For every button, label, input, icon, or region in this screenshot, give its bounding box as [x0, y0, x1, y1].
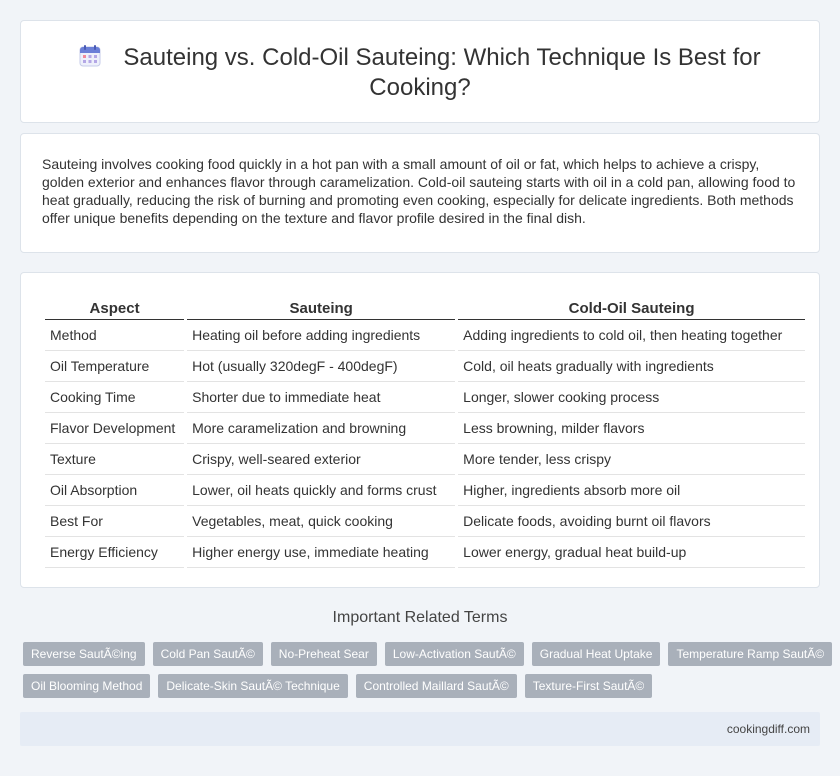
table-header-row: [45, 295, 805, 320]
row-aspect: Flavor Development: [45, 413, 184, 444]
intro-card: [20, 133, 820, 253]
row-sauteing: Crispy, well-seared exterior: [187, 444, 455, 475]
page-title-text: Sauteing vs. Cold-Oil Sauteing: Which Technique Is Best for Cooking?: [123, 44, 761, 101]
comparison-table: [42, 295, 808, 568]
tag-cold-pan-saute[interactable]: Cold Pan SautÃ©: [153, 642, 263, 666]
row-cold-oil: Lower energy, gradual heat build-up: [458, 537, 805, 568]
footer-site-link[interactable]: cookingdiff.com: [726, 722, 810, 736]
row-sauteing: Vegetables, meat, quick cooking: [187, 506, 455, 537]
row-aspect: Cooking Time: [45, 382, 184, 413]
tag-row-1: [23, 642, 823, 666]
tag-controlled-maillard-saute[interactable]: Controlled Maillard SautÃ©: [356, 674, 517, 698]
tag-gradual-heat-uptake[interactable]: Gradual Heat Uptake: [532, 642, 661, 666]
row-cold-oil: More tender, less crispy: [458, 444, 805, 475]
row-sauteing: Lower, oil heats quickly and forms crust: [187, 475, 455, 506]
row-cold-oil: Higher, ingredients absorb more oil: [458, 475, 805, 506]
table-row: [45, 382, 805, 413]
tag-low-activation-saute[interactable]: Low-Activation SautÃ©: [385, 642, 524, 666]
table-row: [45, 537, 805, 568]
calendar-icon: [79, 45, 101, 67]
row-cold-oil: Longer, slower cooking process: [458, 382, 805, 413]
tag-delicate-skin-saute-technique[interactable]: Delicate-Skin SautÃ© Technique: [158, 674, 347, 698]
header-aspect: Aspect: [45, 295, 184, 320]
row-aspect: Texture: [45, 444, 184, 475]
row-aspect: Best For: [45, 506, 184, 537]
tag-temperature-ramp-saute[interactable]: Temperature Ramp SautÃ©: [668, 642, 832, 666]
row-sauteing: Hot (usually 320degF - 400degF): [187, 351, 455, 382]
row-cold-oil: Less browning, milder flavors: [458, 413, 805, 444]
row-sauteing: Heating oil before adding ingredients: [187, 320, 455, 351]
related-terms-heading: Important Related Terms: [332, 609, 508, 626]
row-cold-oil: Adding ingredients to cold oil, then heating together: [458, 320, 805, 351]
row-sauteing: Higher energy use, immediate heating: [187, 537, 455, 568]
header-cold-oil-sauteing: Cold-Oil Sauteing: [458, 295, 805, 320]
footer: [20, 712, 820, 746]
tag-reverse-sauteing[interactable]: Reverse SautÃ©ing: [23, 642, 145, 666]
row-cold-oil: Delicate foods, avoiding burnt oil flavors: [458, 506, 805, 537]
row-aspect: Oil Temperature: [45, 351, 184, 382]
table-row: [45, 506, 805, 537]
row-cold-oil: Cold, oil heats gradually with ingredients: [458, 351, 805, 382]
intro-paragraph: Sauteing involves cooking food quickly in a hot pan with a small amount of oil or fat, which helps to achieve a crispy, golden exterior and enhances flavor through caramelization. Cold-oil sauteing starts with oil in a cold pan, allowing food to heat gradually, reducing the risk of burning and promoting even cooking, especially for delicate ingredients. Both methods offer unique benefits depending on the texture and flavor profile desired in the final dish.: [42, 156, 796, 226]
tag-oil-blooming-method[interactable]: Oil Blooming Method: [23, 674, 150, 698]
table-row: [45, 351, 805, 382]
page-title: [21, 43, 819, 103]
header-sauteing: Sauteing: [187, 295, 455, 320]
table-row: [45, 444, 805, 475]
row-aspect: Energy Efficiency: [45, 537, 184, 568]
tag-no-preheat-sear[interactable]: No-Preheat Sear: [271, 642, 377, 666]
related-terms: [23, 642, 823, 706]
header-card: [20, 20, 820, 123]
tag-texture-first-saute[interactable]: Texture-First SautÃ©: [525, 674, 653, 698]
row-sauteing: Shorter due to immediate heat: [187, 382, 455, 413]
tag-row-2: [23, 674, 823, 698]
table-row: [45, 475, 805, 506]
table-row: [45, 320, 805, 351]
row-aspect: Oil Absorption: [45, 475, 184, 506]
row-sauteing: More caramelization and browning: [187, 413, 455, 444]
row-aspect: Method: [45, 320, 184, 351]
table-row: [45, 413, 805, 444]
comparison-card: [20, 272, 820, 588]
